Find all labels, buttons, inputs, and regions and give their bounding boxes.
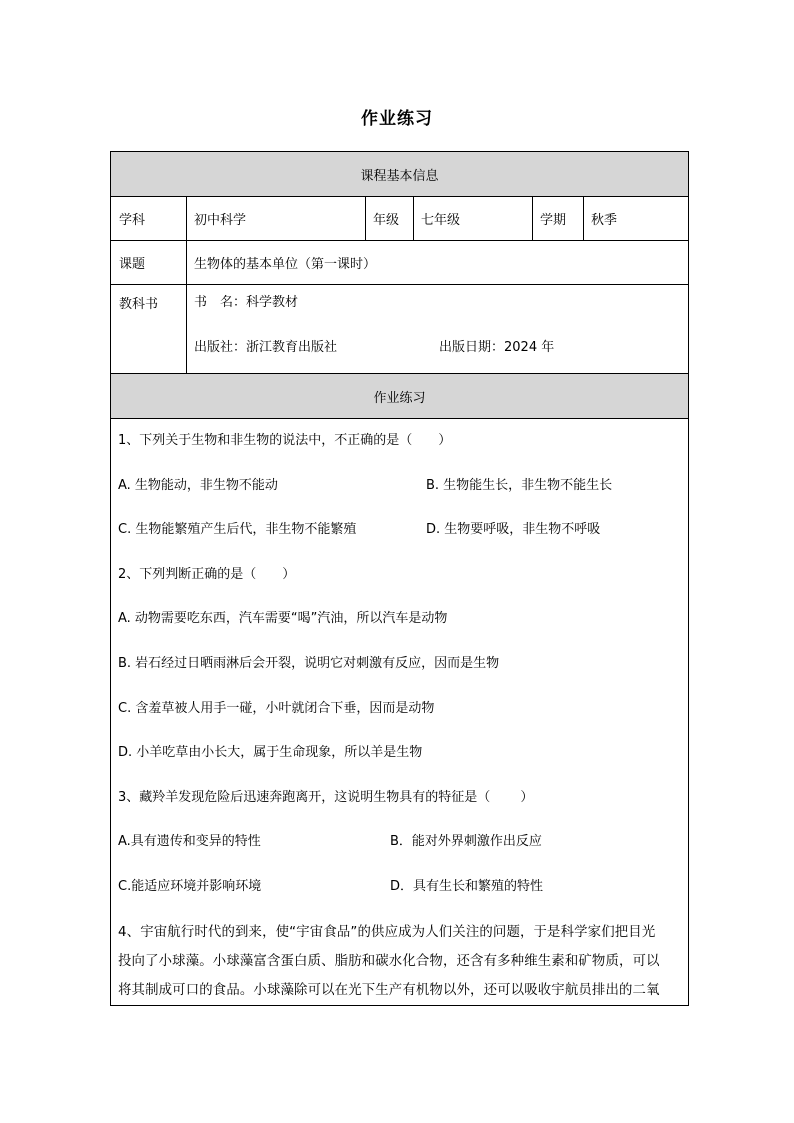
subject-value: 初中科学 [187,197,366,241]
course-info-header: 课程基本信息 [111,152,689,197]
q1-option-d: D. 生物要呼吸，非生物不呼吸 [426,522,601,538]
page-title: 作业练习 [361,109,433,129]
pub-date-line: 出版日期：2024 年 [439,340,555,355]
exercise-header: 作业练习 [111,374,689,419]
book-name-line: 书 名：科学教材 [194,295,299,310]
q2-option-c: C. 含羞草被人用手一碰，小叶就闭合下垂，因而是动物 [118,700,435,716]
q4-line-3: 将其制成可口的食品。小球藻除可以在光下生产有机物以外，还可以吸收宇航员排出的二氧 [118,982,660,998]
topic-label: 课题 [111,241,187,285]
q2-stem: 2、下列判断正确的是（ ） [118,566,296,582]
worksheet-table [110,151,689,1006]
q1-options-row2 [118,508,682,553]
q2-option-a: A. 动物需要吃东西，汽车需要“喝”汽油，所以汽车是动物 [118,611,448,627]
q3-option-b: B．能对外界刺激作出反应 [390,834,542,850]
subject-label: 学科 [111,197,187,241]
grade-value: 七年级 [414,197,533,241]
q3-option-d: D．具有生长和繁殖的特性 [390,878,544,894]
topic-value: 生物体的基本单位（第一课时） [187,241,689,285]
term-label: 学期 [533,197,584,241]
q3-options-row1 [118,820,682,865]
q4-line-1: 4、宇宙航行时代的到来，使“宇宙食品”的供应成为人们关注的问题，于是科学家们把目光 [118,924,656,940]
q4-line-2: 投向了小球藻。小球藻富含蛋白质、脂肪和碳水化合物，还含有多种维生素和矿物质，可以 [118,953,660,969]
exercise-content [111,419,689,1006]
q3-option-c: C.能适应环境并影响环境 [118,878,262,894]
grade-label: 年级 [366,197,414,241]
publisher-line: 出版社：浙江教育出版社 [194,340,338,355]
textbook-label: 教科书 [111,285,187,374]
q1-option-b: B. 生物能生长，非生物不能生长 [426,477,613,493]
q2-option-b: B. 岩石经过日晒雨淋后会开裂，说明它对刺激有反应，因而是生物 [118,655,500,671]
q3-options-row2 [118,865,682,910]
q1-stem: 1、下列关于生物和非生物的说法中，不正确的是（ ） [118,433,452,448]
q1-option-c: C. 生物能繁殖产生后代，非生物不能繁殖 [118,522,357,538]
q2-option-d: D. 小羊吃草由小长大，属于生命现象，所以羊是生物 [118,745,423,761]
q1-options-row1 [118,464,682,509]
q1-option-a: A. 生物能动，非生物不能动 [118,477,278,493]
q3-option-a: A.具有遗传和变异的特性 [118,834,261,850]
term-value: 秋季 [584,197,689,241]
q3-stem: 3、藏羚羊发现危险后迅速奔跑离开，这说明生物具有的特征是（ ） [118,789,534,805]
publisher-row [194,337,688,359]
textbook-info [187,285,689,374]
